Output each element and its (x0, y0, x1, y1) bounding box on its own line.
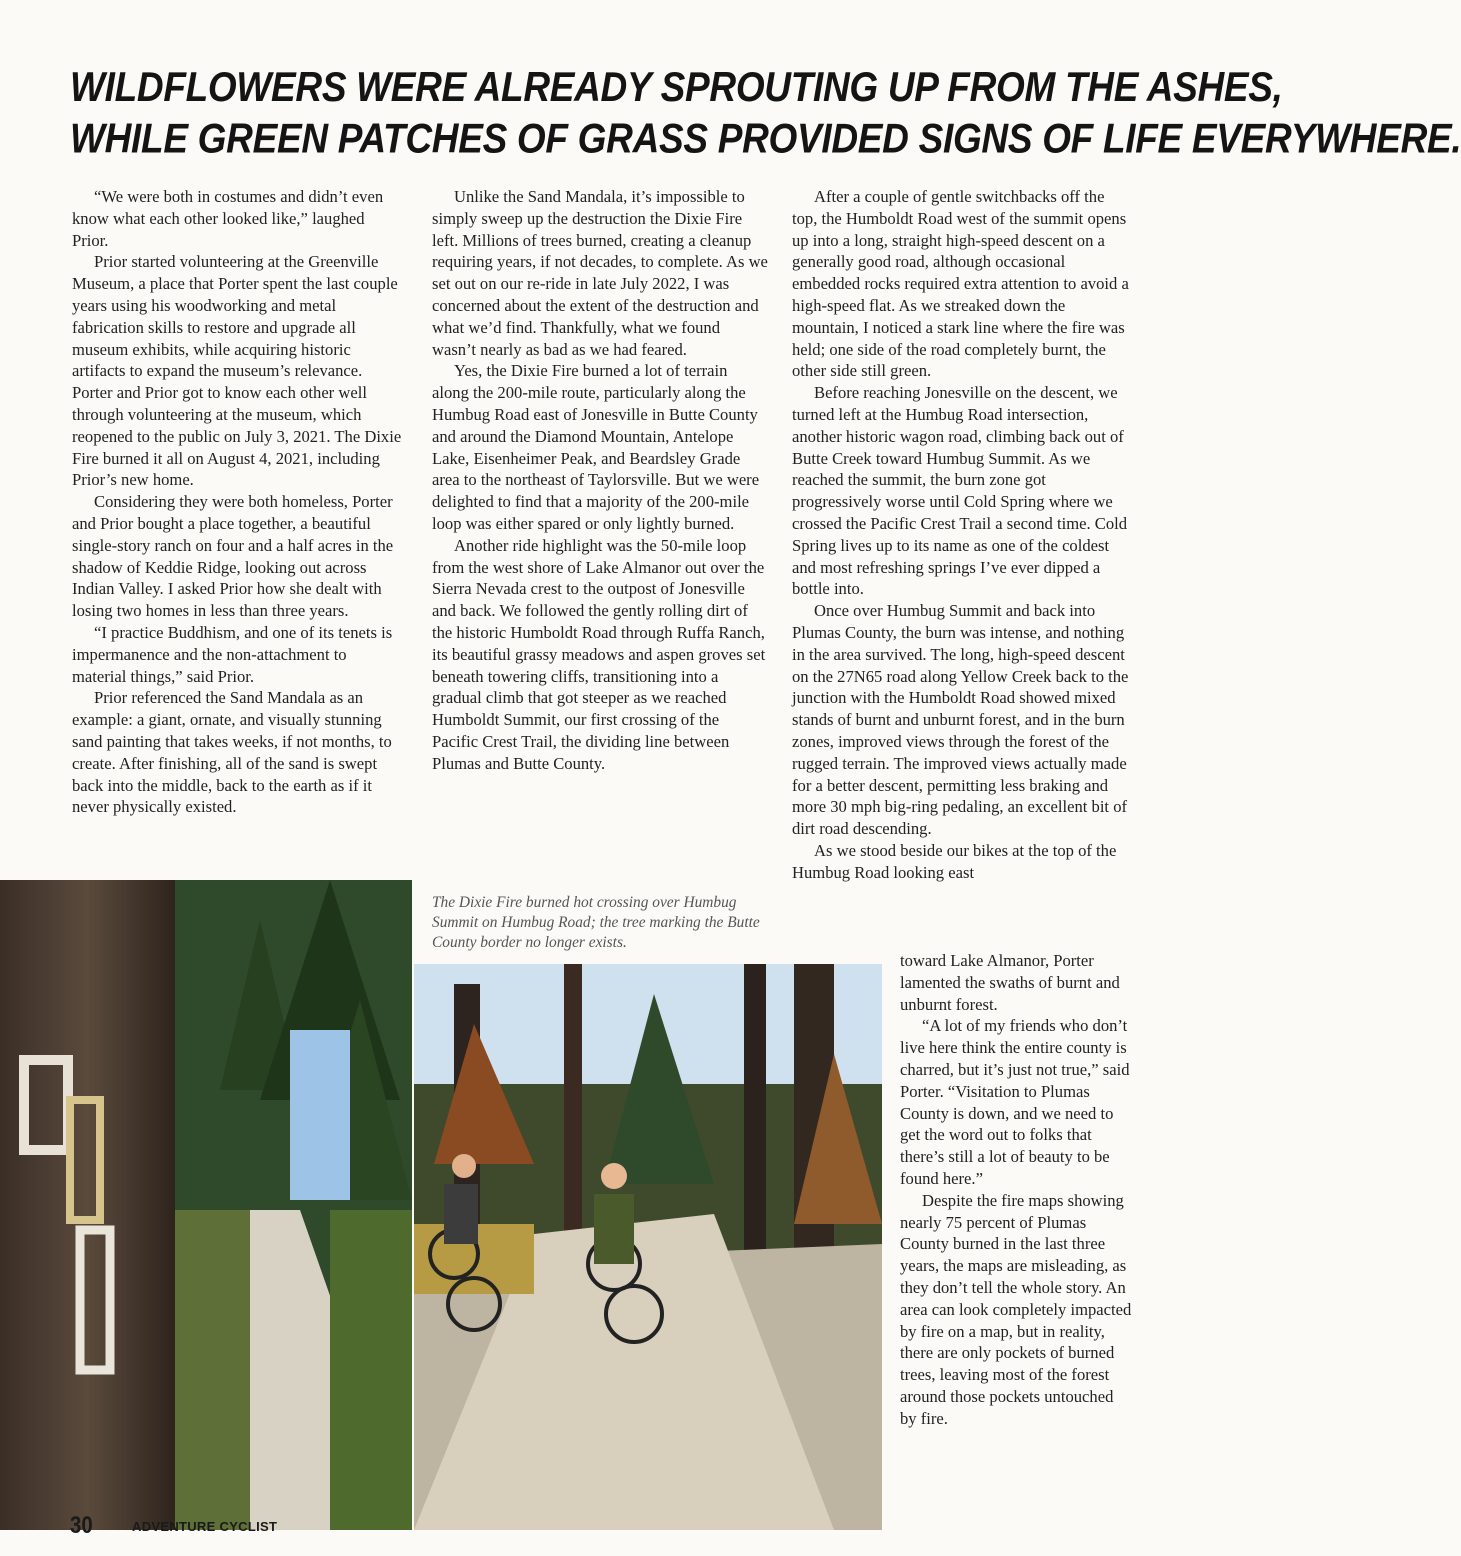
headline (70, 62, 1461, 165)
article-column-3 (792, 186, 1130, 884)
magazine-name: ADVENTURE CYCLIST (132, 1519, 278, 1534)
page-number: 30 (70, 1512, 93, 1539)
headline-line-2: WHILE GREEN PATCHES OF GRASS PROVIDED SIGNS OF LIFE EVERYWHERE. (70, 115, 1461, 162)
article-column-1 (72, 186, 404, 818)
paragraph: After a couple of gentle switchbacks off the top, the Humboldt Road west of the summit opens up into a long, straight high-speed descent on a generally good road, although occasional embedded rocks required extra attention to avoid a high-speed flat. As we streaked down the mountain, I noticed a stark line where the fire was held; one side of the road completely burnt, the other side still green. (792, 187, 1129, 381)
paragraph: As we stood beside our bikes at the top of the Humbug Road looking east (792, 840, 1117, 882)
paragraph: Before reaching Jonesville on the descent, we turned left at the Humbug Road intersection, another historic wagon road, climbing back out of Butte Creek toward Humbug Summit. As we reached the summit, the burn zone got progressively worse until Cold Spring where we crossed the Pacific Crest Trail a second time. Cold Spring lives up to its name as one of the coldest and most refreshing springs I’ve ever dipped a bottle into. (792, 383, 1128, 599)
paragraph: Another ride highlight was the 50-mile loop from the west shore of Lake Almanor out over the Sierra Nevada crest to the outpost of Jonesville and back. We followed the gently rolling dirt of the historic Humboldt Road through Ruffa Ranch, its beautiful grassy meadows and aspen groves set beneath towering cliffs, transitioning into a gradual climb that got steeper as we reached Humboldt Summit, our first crossing of the Pacific Crest Trail, the dividing line between Plumas and Butte County. (432, 535, 766, 773)
paragraph: Despite the fire maps showing nearly 75 percent of Plumas County burned in the last three years, the maps are misleading, as they don’t tell the whole story. An area can look completely impacted by fire on a map, but in reality, there are only pockets of burned trees, leaving most of the forest around those pockets untouched by fire. (900, 1190, 1132, 1428)
article-column-3-wrap (900, 950, 1132, 1430)
paragraph: “A lot of my friends who don’t live here think the entire county is charred, but it’s just not true,” said Porter. “Visitation to Plumas County is down, and we need to get the word out to folks that there’s still a lot of beauty to be found here.” (900, 1016, 1130, 1188)
paragraph: Unlike the Sand Mandala, it’s impossible to simply sweep up the destruction the Dixie Fire left. Millions of trees burned, creating a cleanup requiring years, if not decades, to complete. As we set out on our re-ride in late July 2022, I was concerned about the extent of the destruction and what we’d find. Thankfully, what we found wasn’t nearly as bad as we had feared. (432, 187, 768, 359)
photo-caption: The Dixie Fire burned hot crossing over Humbug Summit on Humbug Road; the tree marking the Butte County border no longer exists. (432, 894, 760, 951)
cyclists-photo (414, 964, 882, 1530)
paragraph: Prior started volunteering at the Greenville Museum, a place that Porter spent the last couple years using his woodworking and metal fabrication skills to restore and upgrade all museum exhibits, while acquiring historic artifacts to expand the museum’s relevance. Porter and Prior got to know each other well through volunteering at the museum, which reopened to the public on July 3, 2021. The Dixie Fire burned it all on August 4, 2021, including Prior’s new home. (72, 252, 402, 490)
paragraph: “We were both in costumes and didn’t even know what each other looked like,” laughed Prior. (72, 187, 384, 250)
paragraph: Considering they were both homeless, Porter and Prior bought a place together, a beautiful single-story ranch on four and a half acres in the shadow of Keddie Ridge, looking out across Indian Valley. I asked Prior how she dealt with losing two homes in less than three years. (72, 492, 394, 621)
article-column-2 (432, 186, 768, 775)
paragraph: Once over Humbug Summit and back into Plumas County, the burn was intense, and nothing in the area survived. The long, high-speed descent on the 27N65 road along Yellow Creek back to the junction with the Humboldt Road showed mixed stands of burnt and unburnt forest, and in the burn zones, improved views through the forest of the rugged terrain. The improved views actually made for a better descent, permitting less braking and more 30 mph big-ring pedaling, an excellent bit of dirt road descending. (792, 601, 1129, 839)
headline-line-1: WILDFLOWERS WERE ALREADY SPROUTING UP FROM THE ASHES, (70, 64, 1283, 111)
paragraph: “I practice Buddhism, and one of its tenets is impermanence and the non-attachment to material things,” said Prior. (72, 622, 393, 686)
tree-marker-photo (0, 880, 412, 1530)
paragraph: Prior referenced the Sand Mandala as an example: a giant, ornate, and visually stunning sand painting that takes weeks, if not months, to create. After finishing, all of the sand is swept back into the middle, back to the earth as if it never physically existed. (72, 688, 392, 817)
paragraph: Yes, the Dixie Fire burned a lot of terrain along the 200-mile route, particularly along the Humbug Road east of Jonesville in Butte County and around the Diamond Mountain, Antelope Lake, Eisenheimer Peak, and Beardsley Grade area to the northeast of Taylorsville. But we were delighted to find that a majority of the 200-mile loop was either spared or only lightly burned. (432, 361, 760, 533)
paragraph: toward Lake Almanor, Porter lamented the swaths of burnt and unburnt forest. (900, 951, 1120, 1014)
